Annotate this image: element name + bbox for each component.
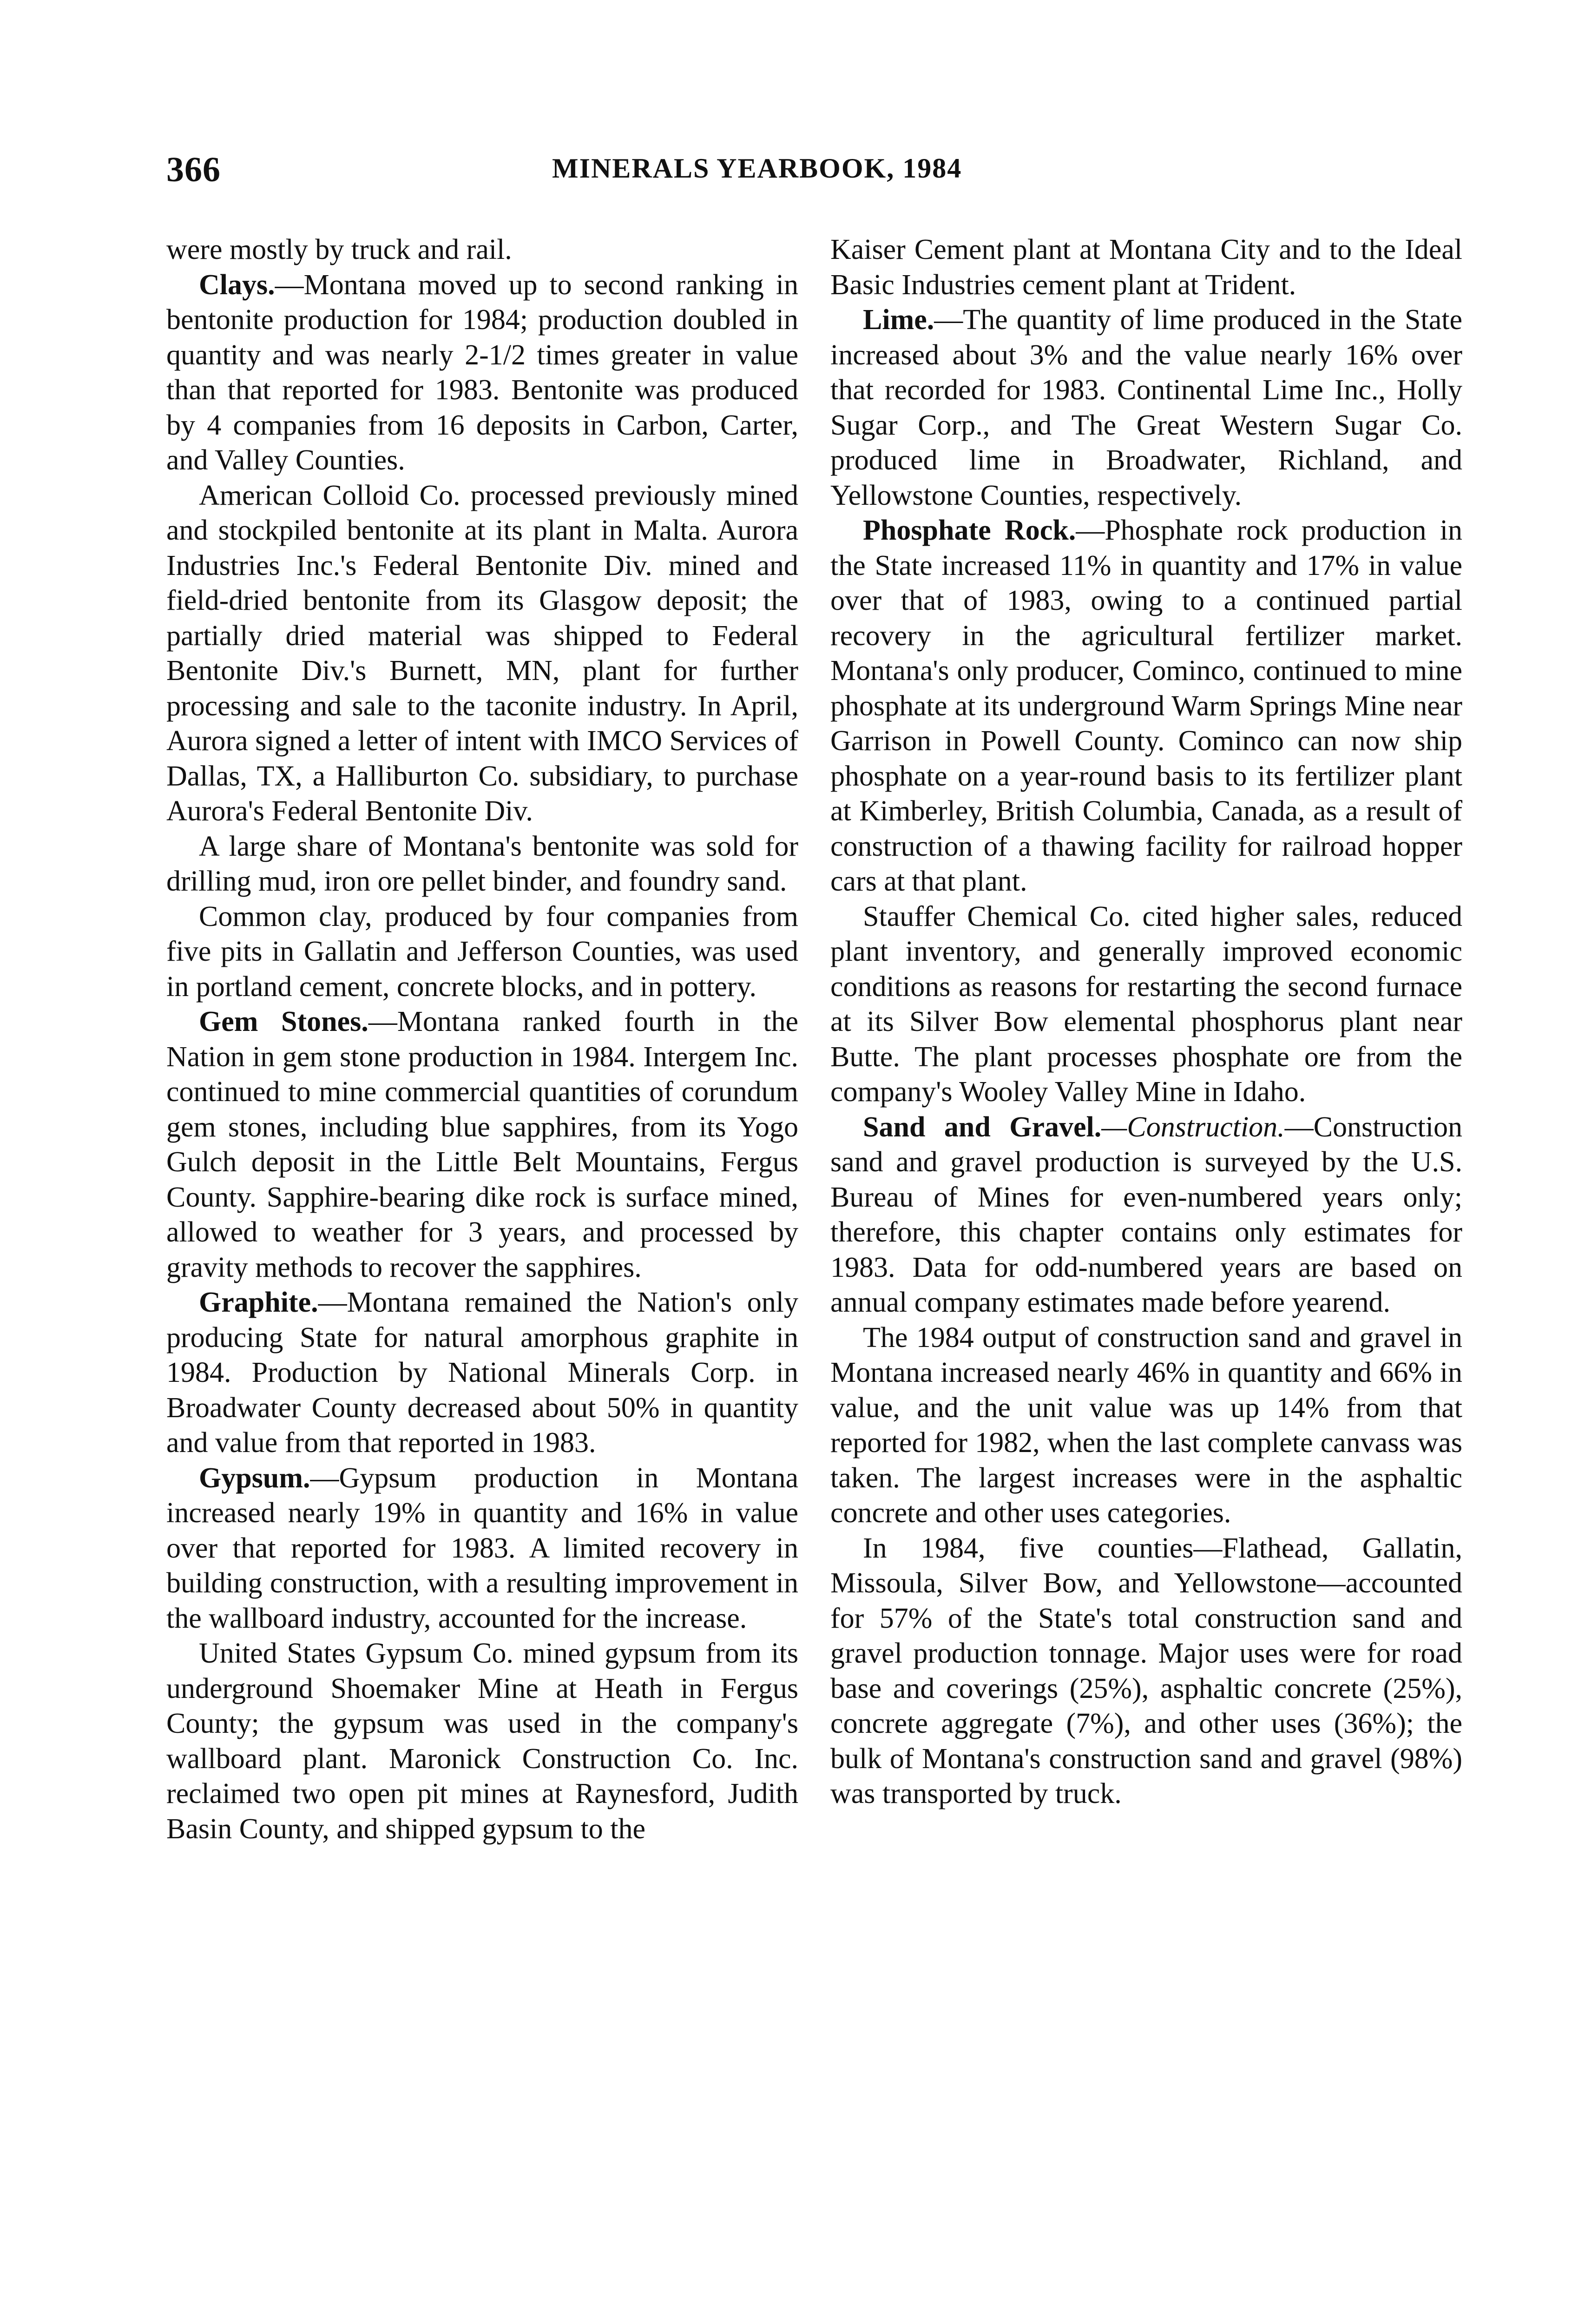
paragraph-text: —Montana moved up to second ranking in bentonite production for 1984; production doubled in quantity and was nearly 2-1/2 times greater in value than that reported for 1983. Bentonite was produced by 4 companies from 16 deposits in Carbon, Carter, and Valley Counties. — [166, 269, 798, 476]
section-heading-graphite: Graphite. — [199, 1287, 318, 1318]
paragraph-1984-output: The 1984 output of construction sand and gravel in Montana increased nearly 46% in quantity and 66% in value, and the unit value was up 14% from that reported for 1982, when the last complete canvass was taken. The largest increases were in the asphaltic concrete and other uses categories. — [830, 1321, 1462, 1529]
paragraph-gypsum — [166, 1461, 798, 1637]
page-header — [166, 150, 1045, 191]
paragraph-text: —Gypsum production in Montana increased nearly 19% in quantity and 16% in value over that reported for 1983. A limited recovery in building construction, with a resulting improvement in the wallboard industry, accounted for the increase. — [166, 1462, 798, 1634]
section-heading-gem-stones: Gem Stones. — [199, 1006, 368, 1037]
paragraph-continuation: Kaiser Cement plant at Montana City and to the Ideal Basic Industries cement plant at Trident. — [830, 234, 1462, 301]
paragraph-five-counties: In 1984, five counties—Flathead, Gallatin, Missoula, Silver Bow, and Yellowstone—accounted for 57% of the State's total construction sand and gravel production tonnage. Major uses were for road base and coverings (25%), asphaltic concrete (25%), concrete aggregate (7%), and other uses (36%); the bulk of Montana's construction sand and gravel (98%) was transported by truck. — [830, 1532, 1462, 1809]
subheading-construction: Construction. — [1127, 1111, 1285, 1143]
paragraph-text: —Montana remained the Nation's only producing State for natural amorphous graphite in 1984. Production by National Minerals Corp. in Broadwater County decreased about 50% in quantity and value from that reported in 1983. — [166, 1287, 798, 1459]
paragraph-gem-stones — [166, 1004, 798, 1285]
paragraph-graphite — [166, 1285, 798, 1461]
paragraph-text: —The quantity of lime produced in the State increased about 3% and the value nearly 16% over that recorded for 1983. Continental Lime Inc., Holly Sugar Corp., and The Great Western Sugar Co. produced lime in Broadwater, Richland, and Yellowstone Counties, respectively. — [830, 304, 1462, 511]
right-column — [830, 232, 1462, 1812]
subheading-dash: — — [1101, 1111, 1127, 1143]
section-heading-phosphate-rock: Phosphate Rock. — [863, 515, 1076, 546]
paragraph-sand-gravel — [830, 1110, 1462, 1320]
paragraph-bentonite-uses: A large share of Montana's bentonite was sold for drilling mud, iron ore pellet binder, and foundry sand. — [166, 830, 798, 897]
paragraph-text: —Montana ranked fourth in the Nation in gem stone production in 1984. Intergem Inc. continued to mine commercial quantities of corundum gem stones, including blue sapphires, from its Yogo Gulch deposit in the Little Belt Mountains, Fergus County. Sapphire-bearing dike rock is surface mined, allowed to weather for 3 years, and processed by gravity methods to recover the sapphires. — [166, 1006, 798, 1283]
paragraph-clays — [166, 268, 798, 478]
running-title: MINERALS YEARBOOK, 1984 — [552, 153, 962, 184]
paragraph-phosphate-rock — [830, 513, 1462, 899]
section-heading-gypsum: Gypsum. — [199, 1462, 310, 1494]
paragraph-lime — [830, 303, 1462, 513]
paragraph-text: —Construction sand and gravel production is surveyed by the U.S. Bureau of Mines for even-numbered years only; therefore, this chapter contains only estimates for 1983. Data for odd-numbered years are based on annual company estimates made before yearend. — [830, 1111, 1462, 1318]
left-column — [166, 232, 798, 1847]
section-heading-clays: Clays. — [199, 269, 275, 301]
paragraph-us-gypsum: United States Gypsum Co. mined gypsum from its underground Shoemaker Mine at Heath in Fergus County; the gypsum was used in the company's wallboard plant. Maronick Construction Co. Inc. reclaimed two open pit mines at Raynesford, Judith Basin County, and shipped gypsum to the — [166, 1637, 798, 1845]
section-heading-lime: Lime. — [863, 304, 934, 336]
paragraph-text: —Phosphate rock production in the State increased 11% in quantity and 17% in value over that of 1983, owing to a continued partial recovery in the agricultural fertilizer market. Montana's only producer, Cominco, continued to mine phosphate at its underground Warm Springs Mine near Garrison in Powell County. Cominco can now ship phosphate on a year-round basis to its fertilizer plant at Kimberley, British Columbia, Canada, as a result of construction of a thawing facility for railroad hopper cars at that plant. — [830, 515, 1462, 897]
paragraph-common-clay: Common clay, produced by four companies from five pits in Gallatin and Jefferson Counties, was used in portland cement, concrete blocks, and in pottery. — [166, 900, 798, 1003]
page-number: 366 — [166, 150, 221, 189]
paragraph-stauffer: Stauffer Chemical Co. cited higher sales, reduced plant inventory, and generally improved economic conditions as reasons for restarting the second furnace at its Silver Bow elemental phosphorus plant near Butte. The plant processes phosphate ore from the company's Wooley Valley Mine in Idaho. — [830, 900, 1462, 1108]
section-heading-sand-gravel: Sand and Gravel. — [863, 1111, 1102, 1143]
paragraph-continuation: were mostly by truck and rail. — [166, 234, 512, 265]
paragraph-american-colloid: American Colloid Co. processed previously mined and stockpiled bentonite at its plant in Malta. Aurora Industries Inc.'s Federal Bentonite Div. mined and field-dried bentonite from its Glasgow deposit; the partially dried material was shipped to Federal Bentonite Div.'s Burnett, MN, plant for further processing and sale to the taconite industry. In April, Aurora signed a letter of intent with IMCO Services of Dallas, TX, a Halliburton Co. subsidiary, to purchase Aurora's Federal Bentonite Div. — [166, 479, 798, 827]
